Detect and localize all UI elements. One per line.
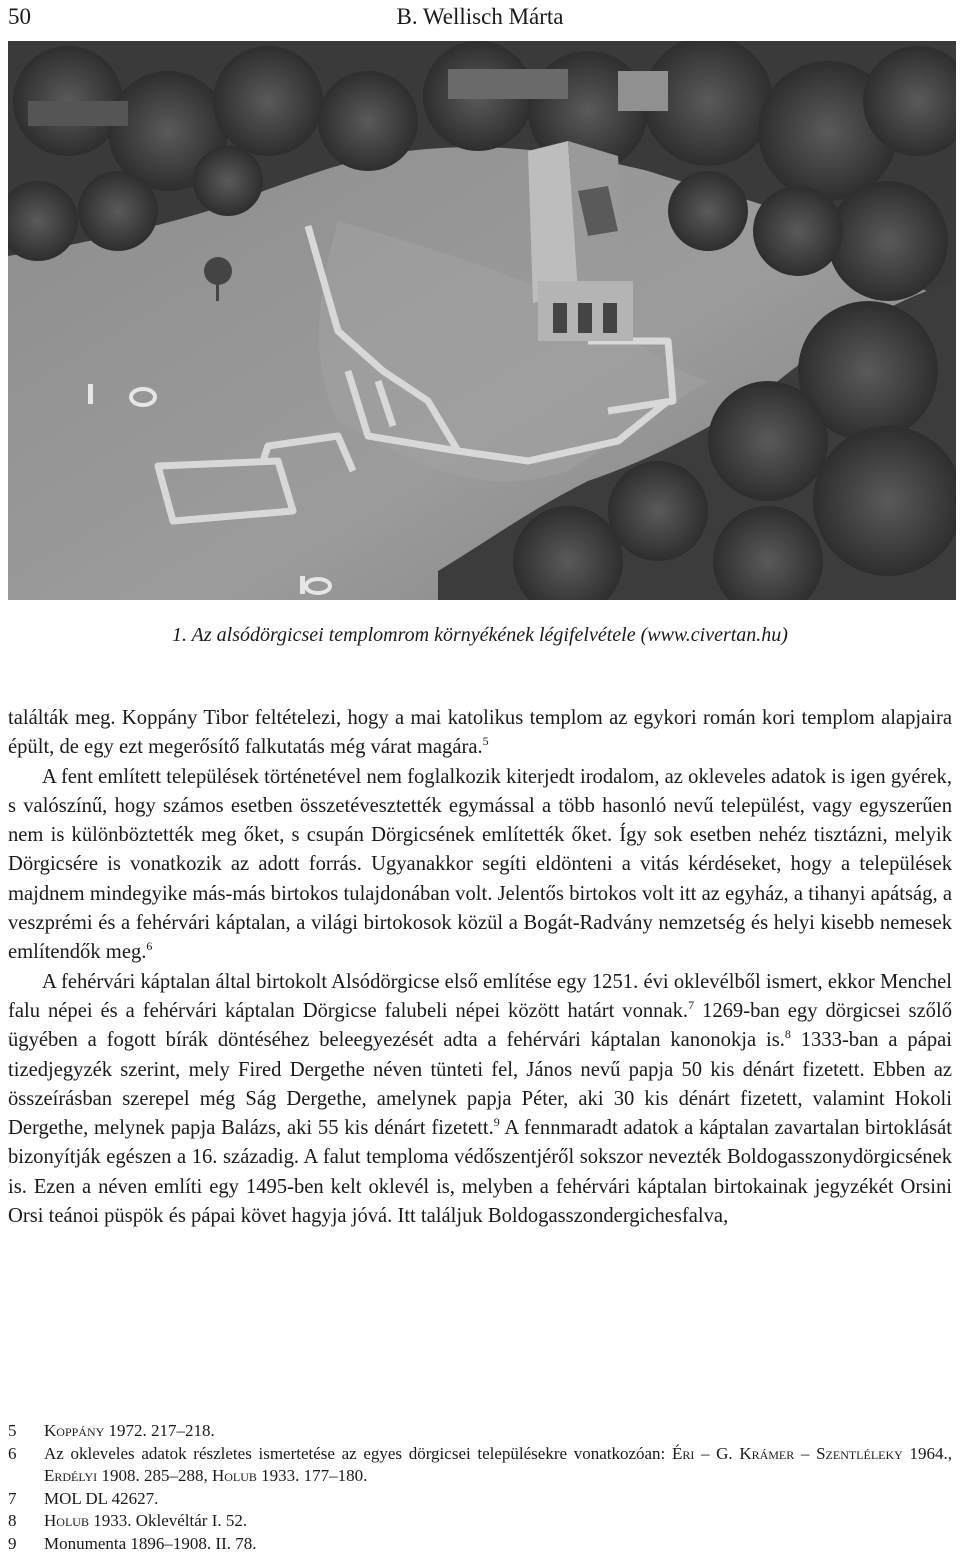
footnote-6: 6 Az okleveles adatok részletes ismertetése az egyes dörgicsei településekre vonatkozóan: Éri – G. Krámer – Szentléleky 1964., Erdélyi 1908. 285–288, Holub 1933. 177–180.	[8, 1443, 952, 1485]
church-ruin-aerial-image	[8, 41, 956, 600]
footnote-ref-6[interactable]: 6	[146, 939, 153, 954]
footnote-ref-7[interactable]: 7	[688, 998, 695, 1013]
body-text	[8, 704, 952, 1231]
running-head: B. Wellisch Márta	[396, 4, 564, 29]
footnote-ref-8[interactable]: 8	[784, 1027, 791, 1042]
footnote-5: 5 Koppány 1972. 217–218.	[8, 1421, 215, 1440]
page-header	[8, 4, 952, 36]
footnote-ref-9[interactable]: 9	[493, 1115, 500, 1130]
footnote-ref-5[interactable]: 5	[482, 734, 489, 749]
page-number: 50	[8, 4, 31, 29]
paragraph-3: A fehérvári káptalan által birtokolt Alsódörgicse első említése egy 1251. évi oklevélből ismert, ekkor Menchel falu népei és a fehérvári káptalan Dörgicse falubeli népei között határt vonnak.$^7$ 1269-ban egy dörgicsei szőlő ügyében a fogott bírák döntéséhez beleegyezését adta a fehérvári káptalan kanonokja is.$^8$ 1333-ban a pápai tizedjegyzék szerint, mely Fired Dergethe néven tünteti fel, János nevű papja 50 kis dénárt fizetett. Ebben az összeírásban szerepel még Ság Dergethe, amelynek papja Péter, aki 30 kis dénárt fizetett, valamint Hokoli Dergethe, melynek papja Balázs, aki 55 kis dénárt fizetett.$^9$ A fennmaradt adatok a káptalan zavartalan birtoklását bizonyítják egészen a 16. századig. A falut temploma védőszentjéről sokszor nevezték Boldogasszonydörgicsének is. Ezen a néven említi egy 1495-ben kelt oklevél is, melyben a fehérvári káptalan birtokainak jegyzékét Orsini Orsi teánoi püspök és pápai követ hagyja jóvá. Itt találjuk Boldogasszondergichesfalva,	[8, 970, 952, 1228]
figure-caption: 1. Az alsódörgicsei templomrom környékének légifelvétele (www.civertan.hu)	[172, 624, 788, 646]
footnotes	[8, 1420, 952, 1555]
paragraph-1: találták meg. Koppány Tibor feltételezi, hogy a mai katolikus templom az egykori román kori templom alapjaira épült, de egy ezt megerősítő falkutatás még várat magára.$^5$	[8, 707, 952, 759]
aerial-photo	[8, 41, 956, 600]
paragraph-2: A fent említett települések történetével nem foglalkozik kiterjedt irodalom, az okleveles adatok is igen gyérek, s valószínű, hogy számos esetben összetévesztették egymással a több hasonló nevű települést, vagy egyszerűen nem is különböztették meg őket, s csupán Dörgicsének említették őket. Így sok esetben nehéz tisztázni, melyik Dörgicsére is vonatkozik az adott forrás. Ugyanakkor segíti eldönteni a vitás kérdéseket, hogy a települések majdnem mindegyike más-más birtokos tulajdonában volt. Jelentős birtokos volt itt az egyház, a tihanyi apátság, a veszprémi és a fehérvári káptalan, a világi birtokosok közül a Bogát-Radvány nemzetség és helyi kisebb nemesek említendők meg.$^6$	[8, 765, 952, 964]
footnote-8: 8 Holub 1933. Oklevéltár I. 52.	[8, 1511, 248, 1530]
footnote-7: 7 MOL DL 42627.	[8, 1488, 159, 1508]
footnote-9: 9 Monumenta 1896–1908. II. 78.	[8, 1533, 257, 1553]
